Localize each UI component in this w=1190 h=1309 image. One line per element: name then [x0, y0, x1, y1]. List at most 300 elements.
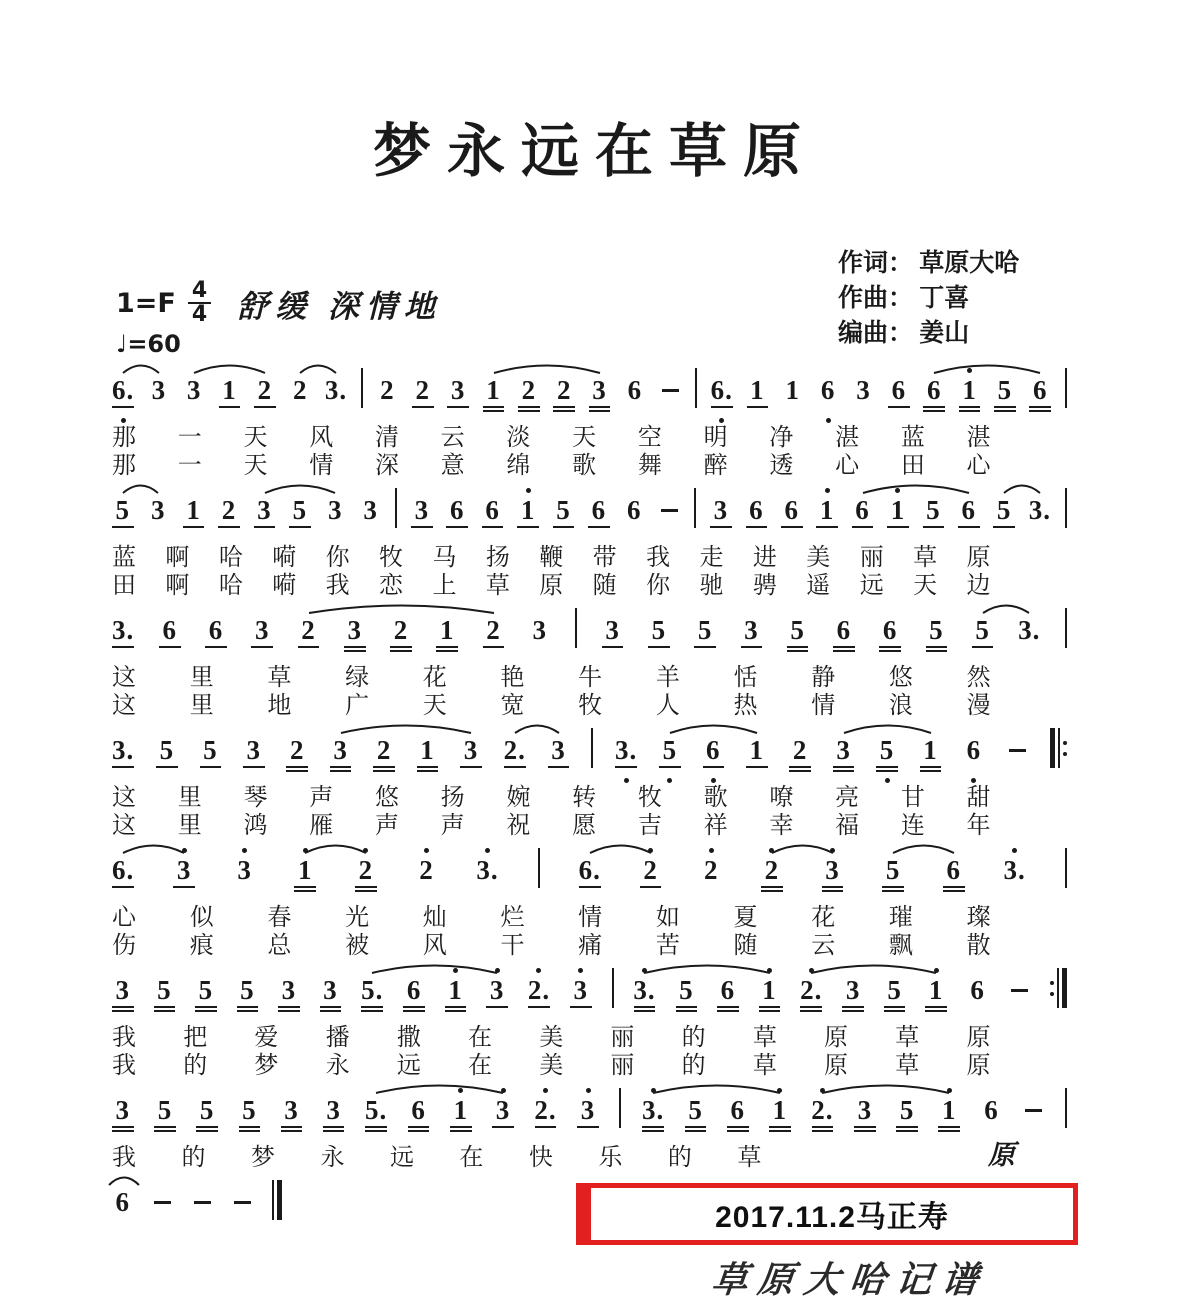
- note-token: 5: [994, 366, 1016, 424]
- lyric-char: 里: [177, 813, 202, 839]
- note-token: 1: [445, 966, 467, 1024]
- lyric-char: 在: [468, 1025, 493, 1051]
- lyric-char: 我: [325, 573, 350, 599]
- lyric-char: 牛: [578, 665, 603, 691]
- note-token: 3: [344, 606, 366, 664]
- note-token: 2: [298, 606, 320, 664]
- lyric-char: 这: [112, 785, 136, 811]
- note-token: 1: [769, 1086, 791, 1144]
- note-token: 2: [293, 374, 308, 405]
- lyric-char: 梦: [254, 1053, 279, 1079]
- score-area: [112, 366, 1067, 1242]
- note-token: 6: [943, 846, 965, 904]
- lyric-char: 总: [267, 933, 292, 959]
- lyric-char: 声: [309, 785, 334, 811]
- lyric-char: 丽: [859, 545, 884, 571]
- note-token: 3: [278, 966, 300, 1024]
- lyric-char: 醉: [703, 453, 728, 479]
- lyric-char: 广: [345, 693, 370, 719]
- lyric-char: 在: [459, 1145, 484, 1171]
- lyric-char: 声: [440, 813, 465, 839]
- lyric-char: 淡: [506, 425, 531, 451]
- lyric-char: 鸿: [243, 813, 268, 839]
- lyric-char: 丽: [610, 1053, 635, 1079]
- note-token: 3: [589, 366, 611, 424]
- lyric-line: [112, 932, 991, 960]
- note-token: 6: [746, 486, 768, 544]
- note-token: 5: [685, 1086, 707, 1144]
- note-token: 3: [173, 846, 195, 904]
- lyric-char: 草: [267, 665, 292, 691]
- lyric-char: 梦: [250, 1145, 275, 1171]
- lyric-char: 璨: [966, 905, 991, 931]
- note-token: 5: [112, 486, 134, 544]
- barline: [694, 486, 696, 526]
- barline: [1065, 1086, 1067, 1126]
- lyric-char: 随: [592, 573, 617, 599]
- note-token: 3: [320, 966, 342, 1024]
- note-token: 5: [896, 1086, 918, 1144]
- lyric-char: 情: [309, 453, 334, 479]
- lyric-char: 那: [112, 453, 136, 479]
- lyric-line: [112, 424, 991, 452]
- lyric-char: 愿: [572, 813, 597, 839]
- note-token: 2.: [800, 966, 822, 1024]
- lyric-char: 宽: [500, 693, 525, 719]
- note-token: 6: [588, 486, 610, 544]
- note-token: 3.: [642, 1086, 664, 1144]
- note-token: 6: [781, 486, 803, 544]
- note-token: 2: [373, 726, 395, 784]
- note-token: 1: [816, 486, 838, 544]
- lyric-char: 心: [835, 453, 860, 479]
- note-token: 1: [920, 726, 942, 784]
- note-token: 6: [627, 374, 643, 405]
- duration-dash: [232, 1178, 254, 1236]
- note-token: 6: [727, 1086, 749, 1144]
- lyric-char: 的: [681, 1025, 706, 1051]
- lyric-char: 湛: [966, 425, 991, 451]
- note-token: 6: [984, 1094, 999, 1125]
- note-token: 6.: [579, 846, 601, 904]
- lyric-char: 天: [422, 693, 447, 719]
- lyric-char: 嗬: [272, 573, 297, 599]
- lyric-char: 哈: [218, 545, 243, 571]
- lyric-char: 痕: [189, 933, 214, 959]
- note-token: 6: [852, 486, 874, 544]
- lyric-char: 草: [913, 545, 938, 571]
- duration-dash: [1008, 966, 1030, 1024]
- credit-composer: 作曲： 丁喜: [838, 285, 970, 312]
- lyric-char: 湛: [835, 425, 860, 451]
- lyric-char: 这: [112, 693, 136, 719]
- note-token: 6: [205, 606, 227, 664]
- lyric-char: 歌: [572, 453, 597, 479]
- credit-lyricist: 作词： 草原大哈: [838, 250, 1020, 277]
- note-token: 5: [694, 606, 716, 664]
- barline: [1065, 606, 1067, 646]
- lyric-line: [112, 664, 991, 692]
- lyric-char: 草: [895, 1025, 920, 1051]
- lyric-char: 我: [112, 1145, 136, 1171]
- note-token: 6: [717, 966, 739, 1024]
- note-token: 3: [186, 374, 202, 405]
- lyric-char: 的: [667, 1145, 692, 1171]
- note-token: 2.: [504, 726, 526, 784]
- lyric-char: 走: [699, 545, 724, 571]
- lyric-char: 啊: [165, 545, 190, 571]
- note-token: 1: [483, 366, 505, 424]
- lyric-char: 驰: [699, 573, 724, 599]
- barline: [538, 846, 540, 886]
- lyric-char: 田: [112, 573, 136, 599]
- note-token: 3.: [1004, 846, 1026, 904]
- handwritten-signature: 草原大哈记谱: [709, 1260, 990, 1300]
- lyric-char: 随: [733, 933, 758, 959]
- slur-arc: [822, 1086, 949, 1094]
- note-token: 1: [450, 1086, 472, 1144]
- note-token: 1: [417, 726, 439, 784]
- note-token: 3: [492, 1086, 514, 1144]
- note-token: 1: [294, 846, 316, 904]
- lyric-char: 艳: [500, 665, 525, 691]
- lyric-char: 的: [681, 1053, 706, 1079]
- lyric-char: 鞭: [539, 545, 564, 571]
- note-token: 5.: [361, 966, 383, 1024]
- lyric-char: 骋: [752, 573, 777, 599]
- meter-numerator: 4: [188, 280, 211, 304]
- lyric-char: 被: [345, 933, 370, 959]
- note-token: 5: [926, 606, 948, 664]
- note-token: 1: [938, 1086, 960, 1144]
- lyric-char: 琴: [243, 785, 268, 811]
- lyric-char: 进: [752, 545, 777, 571]
- lyric-char: 上: [432, 573, 457, 599]
- note-token: 3.: [1028, 494, 1052, 525]
- lyric-char: 夏: [733, 905, 758, 931]
- lyric-char: 原: [966, 1025, 991, 1051]
- slur-arc: [863, 486, 969, 494]
- note-token: 3: [856, 374, 871, 405]
- note-token: 3.: [324, 374, 348, 405]
- lyric-char: 转: [572, 785, 597, 811]
- lyric-char: 祝: [506, 813, 531, 839]
- duration-dash: [1023, 1086, 1045, 1144]
- note-token: 5: [154, 1086, 176, 1144]
- note-token: 2: [218, 486, 240, 544]
- lyric-char: 亮: [835, 785, 860, 811]
- note-token: 3: [854, 1086, 876, 1144]
- lyric-char: 乐: [598, 1145, 623, 1171]
- note-token: 2: [518, 366, 540, 424]
- note-token: 6: [963, 726, 985, 784]
- lyric-char: 远: [389, 1145, 414, 1171]
- note-token: 1: [959, 366, 981, 424]
- slur-arc: [653, 1086, 780, 1094]
- lyric-char: 祥: [703, 813, 728, 839]
- note-token: 6: [408, 1086, 430, 1144]
- note-token: 1: [517, 486, 539, 544]
- lyric-char: 伤: [112, 933, 136, 959]
- lyric-char: 那: [112, 425, 136, 451]
- lyric-char: 里: [189, 665, 214, 691]
- duration-dash: [659, 366, 681, 424]
- lyric-char: 烂: [500, 905, 525, 931]
- note-token: 6.: [112, 366, 134, 424]
- note-token: 5: [884, 966, 906, 1024]
- lyric-char: 这: [112, 813, 136, 839]
- lyric-char: 远: [396, 1053, 421, 1079]
- lyric-char: 热: [733, 693, 758, 719]
- note-token: 6: [115, 1186, 131, 1217]
- note-token: 2: [483, 606, 505, 664]
- note-token: 5: [993, 486, 1015, 544]
- lyric-char: 丽: [610, 1025, 635, 1051]
- lyric-char: 我: [112, 1025, 136, 1051]
- lyric-char: 干: [500, 933, 525, 959]
- note-token: 3: [234, 846, 256, 904]
- lyric-char: 草: [752, 1025, 777, 1051]
- note-token: 3: [570, 966, 592, 1024]
- barline: [695, 366, 697, 406]
- note-token: 2: [640, 846, 662, 904]
- note-token: 2: [380, 374, 395, 405]
- lyric-char: 清: [374, 425, 399, 451]
- barline: [575, 606, 577, 646]
- music-system: [112, 1086, 1067, 1172]
- note-token: 5: [787, 606, 809, 664]
- lyric-char: 天: [243, 425, 268, 451]
- note-token: 3: [486, 966, 508, 1024]
- lyric-char: 花: [811, 905, 836, 931]
- lyric-char: 心: [112, 905, 136, 931]
- note-token: 3.: [112, 606, 134, 664]
- lyric-char: 然: [966, 665, 991, 691]
- lyric-char: 牧: [637, 785, 662, 811]
- note-token: 5: [659, 726, 681, 784]
- lyric-char: 光: [345, 905, 370, 931]
- key-signature-block: [116, 280, 442, 358]
- music-system: [112, 846, 1067, 960]
- repeat-barline: [272, 1178, 282, 1218]
- lyric-char: 里: [177, 785, 202, 811]
- lyric-char: 一: [177, 453, 202, 479]
- slur-arc: [341, 726, 471, 734]
- lyric-line: [112, 544, 991, 572]
- note-token: 3: [447, 366, 469, 424]
- lyric-line: [112, 904, 991, 932]
- lyric-char: 恋: [379, 573, 404, 599]
- lyric-char: 春: [267, 905, 292, 931]
- lyric-char: 爱: [254, 1025, 279, 1051]
- lyric-char: 田: [900, 453, 925, 479]
- lyric-char: 似: [189, 905, 214, 931]
- lyric-char: 歌: [703, 785, 728, 811]
- lyric-char: 苦: [655, 933, 680, 959]
- note-token: 3: [150, 494, 166, 525]
- note-token: 2: [789, 726, 811, 784]
- note-token: 6: [958, 486, 980, 544]
- lyric-char: 空: [637, 425, 662, 451]
- lyric-char: 蓝: [900, 425, 925, 451]
- barline: [1065, 486, 1067, 526]
- note-token: 3: [411, 486, 433, 544]
- lyric-char: 你: [325, 545, 350, 571]
- lyric-line: [112, 1024, 991, 1052]
- note-token: 3.: [615, 726, 637, 784]
- note-token: 6: [817, 366, 839, 424]
- note-token: 3: [323, 1086, 345, 1144]
- lyric-char: 恬: [733, 665, 758, 691]
- note-token: 6: [879, 606, 901, 664]
- lyric-char: 边: [966, 573, 991, 599]
- music-system: [112, 966, 1067, 1080]
- page-title: 梦永远在草原: [372, 119, 817, 184]
- lyric-tail: 原: [988, 1140, 1015, 1170]
- lyric-char: 花: [422, 665, 447, 691]
- note-token: 3: [842, 966, 864, 1024]
- note-token: 1: [183, 486, 205, 544]
- note-token: 3.: [1018, 614, 1041, 645]
- lyric-char: 美: [539, 1053, 564, 1079]
- lyric-char: 原: [966, 1053, 991, 1079]
- note-token: 1: [436, 606, 458, 664]
- lyric-char: 雁: [309, 813, 334, 839]
- slur-arc: [811, 966, 936, 974]
- lyric-char: 里: [189, 693, 214, 719]
- lyric-char: 美: [539, 1025, 564, 1051]
- note-token: 3: [151, 374, 167, 405]
- note-token: 2: [700, 846, 722, 904]
- lyric-char: 绿: [345, 665, 370, 691]
- note-token: 3: [741, 606, 763, 664]
- meter-denominator: 4: [191, 302, 208, 327]
- duration-dash: [192, 1178, 214, 1236]
- lyric-char: 甜: [966, 785, 991, 811]
- note-token: 3: [112, 1086, 134, 1144]
- barline: [1065, 366, 1067, 406]
- barline: [395, 486, 397, 526]
- note-token: 3: [251, 606, 273, 664]
- lyric-char: 草: [737, 1145, 762, 1171]
- lyric-char: 风: [309, 425, 334, 451]
- note-token: 2: [761, 846, 783, 904]
- note-token: 3: [833, 726, 855, 784]
- note-token: 5: [923, 486, 945, 544]
- slur-arc: [376, 1086, 503, 1094]
- lyric-char: 绵: [506, 453, 531, 479]
- note-token: 5: [876, 726, 898, 784]
- note-token: 6: [1029, 366, 1051, 424]
- note-token: 6: [482, 486, 504, 544]
- lyric-char: 草: [485, 573, 510, 599]
- lyric-char: 天: [572, 425, 597, 451]
- music-system: [112, 486, 1067, 600]
- note-token: 3.: [633, 966, 655, 1024]
- slur-arc: [494, 366, 600, 374]
- lyric-char: 的: [181, 1145, 206, 1171]
- note-token: 3: [327, 494, 343, 525]
- lyric-char: 深: [374, 453, 399, 479]
- lyric-char: 情: [578, 905, 603, 931]
- lyric-char: 净: [769, 425, 794, 451]
- date-stamp-text: 2017.11.2马正寿: [715, 1201, 949, 1234]
- lyric-char: 如: [655, 905, 680, 931]
- note-token: 3: [254, 486, 276, 544]
- note-token: 3.: [476, 846, 498, 904]
- note-token: 5: [648, 606, 670, 664]
- lyric-char: 璀: [888, 905, 913, 931]
- note-token: 5: [154, 966, 176, 1024]
- note-token: 1: [785, 374, 801, 405]
- lyric-char: 福: [835, 813, 860, 839]
- note-token: 3: [602, 606, 624, 664]
- note-token: 3: [822, 846, 844, 904]
- note-token: 2: [416, 846, 438, 904]
- slur-arc: [644, 966, 770, 974]
- lyric-char: 浪: [888, 693, 913, 719]
- lyric-char: 这: [112, 665, 136, 691]
- note-token: 2: [390, 606, 412, 664]
- lyric-char: 幸: [769, 813, 794, 839]
- lyric-char: 一: [177, 425, 202, 451]
- expression-marking: 舒缓 深情地: [237, 288, 442, 324]
- lyric-char: 蓝: [112, 545, 136, 571]
- lyric-char: 灿: [422, 905, 447, 931]
- note-token: 6: [403, 966, 425, 1024]
- lyric-char: 永: [320, 1145, 345, 1171]
- lyric-char: 永: [325, 1053, 350, 1079]
- note-token: 3: [112, 966, 134, 1024]
- note-token: 5: [972, 606, 994, 664]
- duration-dash: [152, 1178, 174, 1236]
- lyric-char: 播: [325, 1025, 350, 1051]
- repeat-barline: [1050, 726, 1067, 766]
- barline: [591, 726, 593, 766]
- lyric-line: [112, 1052, 991, 1080]
- lyric-char: 心: [966, 453, 991, 479]
- note-token: 5.: [365, 1086, 387, 1144]
- note-token: 5: [239, 1086, 261, 1144]
- note-token: 6: [833, 606, 855, 664]
- note-token: 5: [289, 486, 311, 544]
- note-token: 5: [676, 966, 698, 1024]
- lyric-char: 撒: [396, 1025, 421, 1051]
- lyric-char: 透: [769, 453, 794, 479]
- note-token: 2.: [811, 1086, 833, 1144]
- music-system: [112, 366, 1067, 480]
- lyric-char: 带: [592, 545, 617, 571]
- note-token: 3.: [112, 726, 134, 784]
- lyric-char: 飘: [888, 933, 913, 959]
- note-token: 6: [888, 366, 910, 424]
- lyric-char: 情: [811, 693, 836, 719]
- note-token: 5: [196, 1086, 218, 1144]
- music-system: [112, 726, 1067, 840]
- lyric-char: 嘹: [769, 785, 794, 811]
- lyric-char: 在: [468, 1053, 493, 1079]
- note-token: 3: [532, 614, 547, 645]
- lyric-char: 甘: [900, 785, 925, 811]
- lyric-char: 年: [966, 813, 991, 839]
- slur-arc: [934, 366, 1040, 374]
- duration-dash: [1007, 726, 1029, 784]
- lyric-char: 你: [646, 573, 671, 599]
- lyric-line: [112, 452, 991, 480]
- lyric-char: 痛: [578, 933, 603, 959]
- lyric-char: 美: [806, 545, 831, 571]
- lyric-char: 我: [112, 1053, 136, 1079]
